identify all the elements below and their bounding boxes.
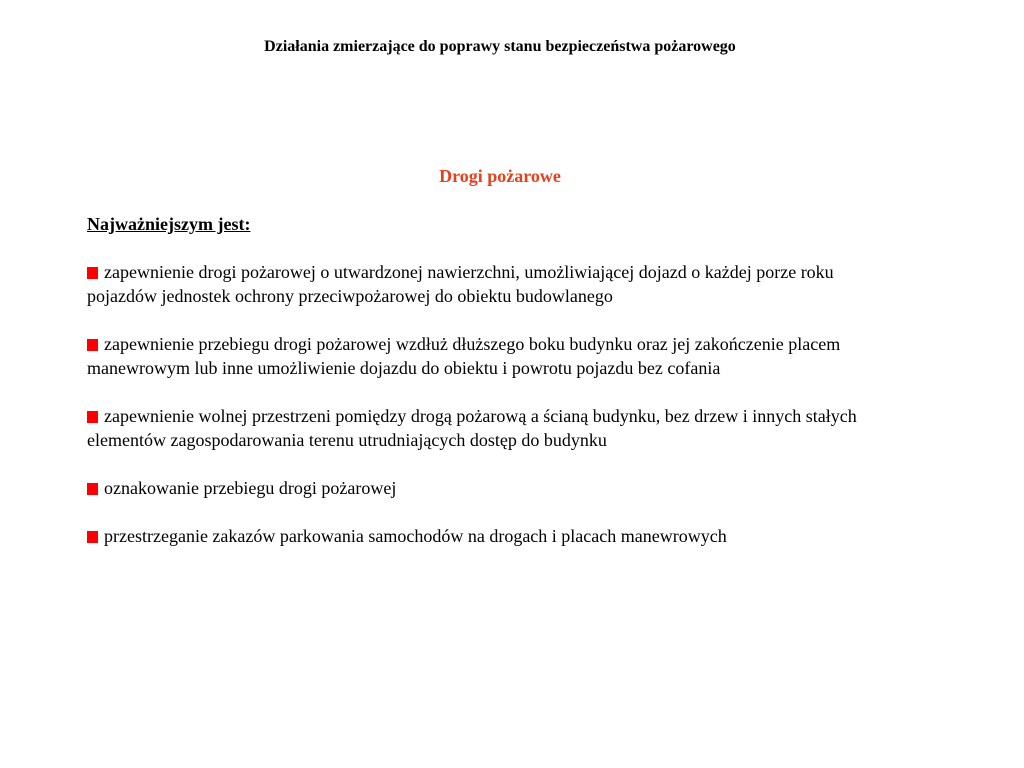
- list-item: [87, 524, 907, 548]
- bullet-list: [87, 260, 907, 548]
- bullet-text: zapewnienie wolnej przestrzeni pomiędzy drogą pożarową a ścianą budynku, bez drzew i innych stałych elementów zagospodarowania terenu utrudniających dostęp do budynku: [87, 406, 857, 450]
- list-item: [87, 404, 907, 452]
- content-body: [87, 212, 907, 572]
- red-square-icon: [87, 531, 98, 543]
- list-item: [87, 332, 907, 380]
- bullet-text: oznakowanie przebiegu drogi pożarowej: [104, 478, 397, 498]
- red-square-icon: [87, 267, 98, 279]
- red-square-icon: [87, 339, 98, 351]
- lead-text: Najważniejszym jest:: [87, 214, 251, 234]
- red-square-icon: [87, 483, 98, 495]
- list-item: [87, 260, 907, 308]
- bullet-text: zapewnienie przebiegu drogi pożarowej wzdłuż dłuższego boku budynku oraz jej zakończenie placem manewrowym lub inne umożliwienie dojazdu do obiektu i powrotu pojazdu bez cofania: [87, 334, 841, 378]
- page-title: Działania zmierzające do poprawy stanu bezpieczeństwa pożarowego: [264, 38, 736, 55]
- red-square-icon: [87, 411, 98, 423]
- bullet-text: przestrzeganie zakazów parkowania samochodów na drogach i placach manewrowych: [104, 526, 727, 546]
- bullet-text: zapewnienie drogi pożarowej o utwardzonej nawierzchni, umożliwiającej dojazd o każdej porze roku pojazdów jednostek ochrony przeciwpożarowej do obiektu budowlanego: [87, 262, 834, 306]
- section-heading: Drogi pożarowe: [439, 166, 561, 186]
- list-item: [87, 476, 907, 500]
